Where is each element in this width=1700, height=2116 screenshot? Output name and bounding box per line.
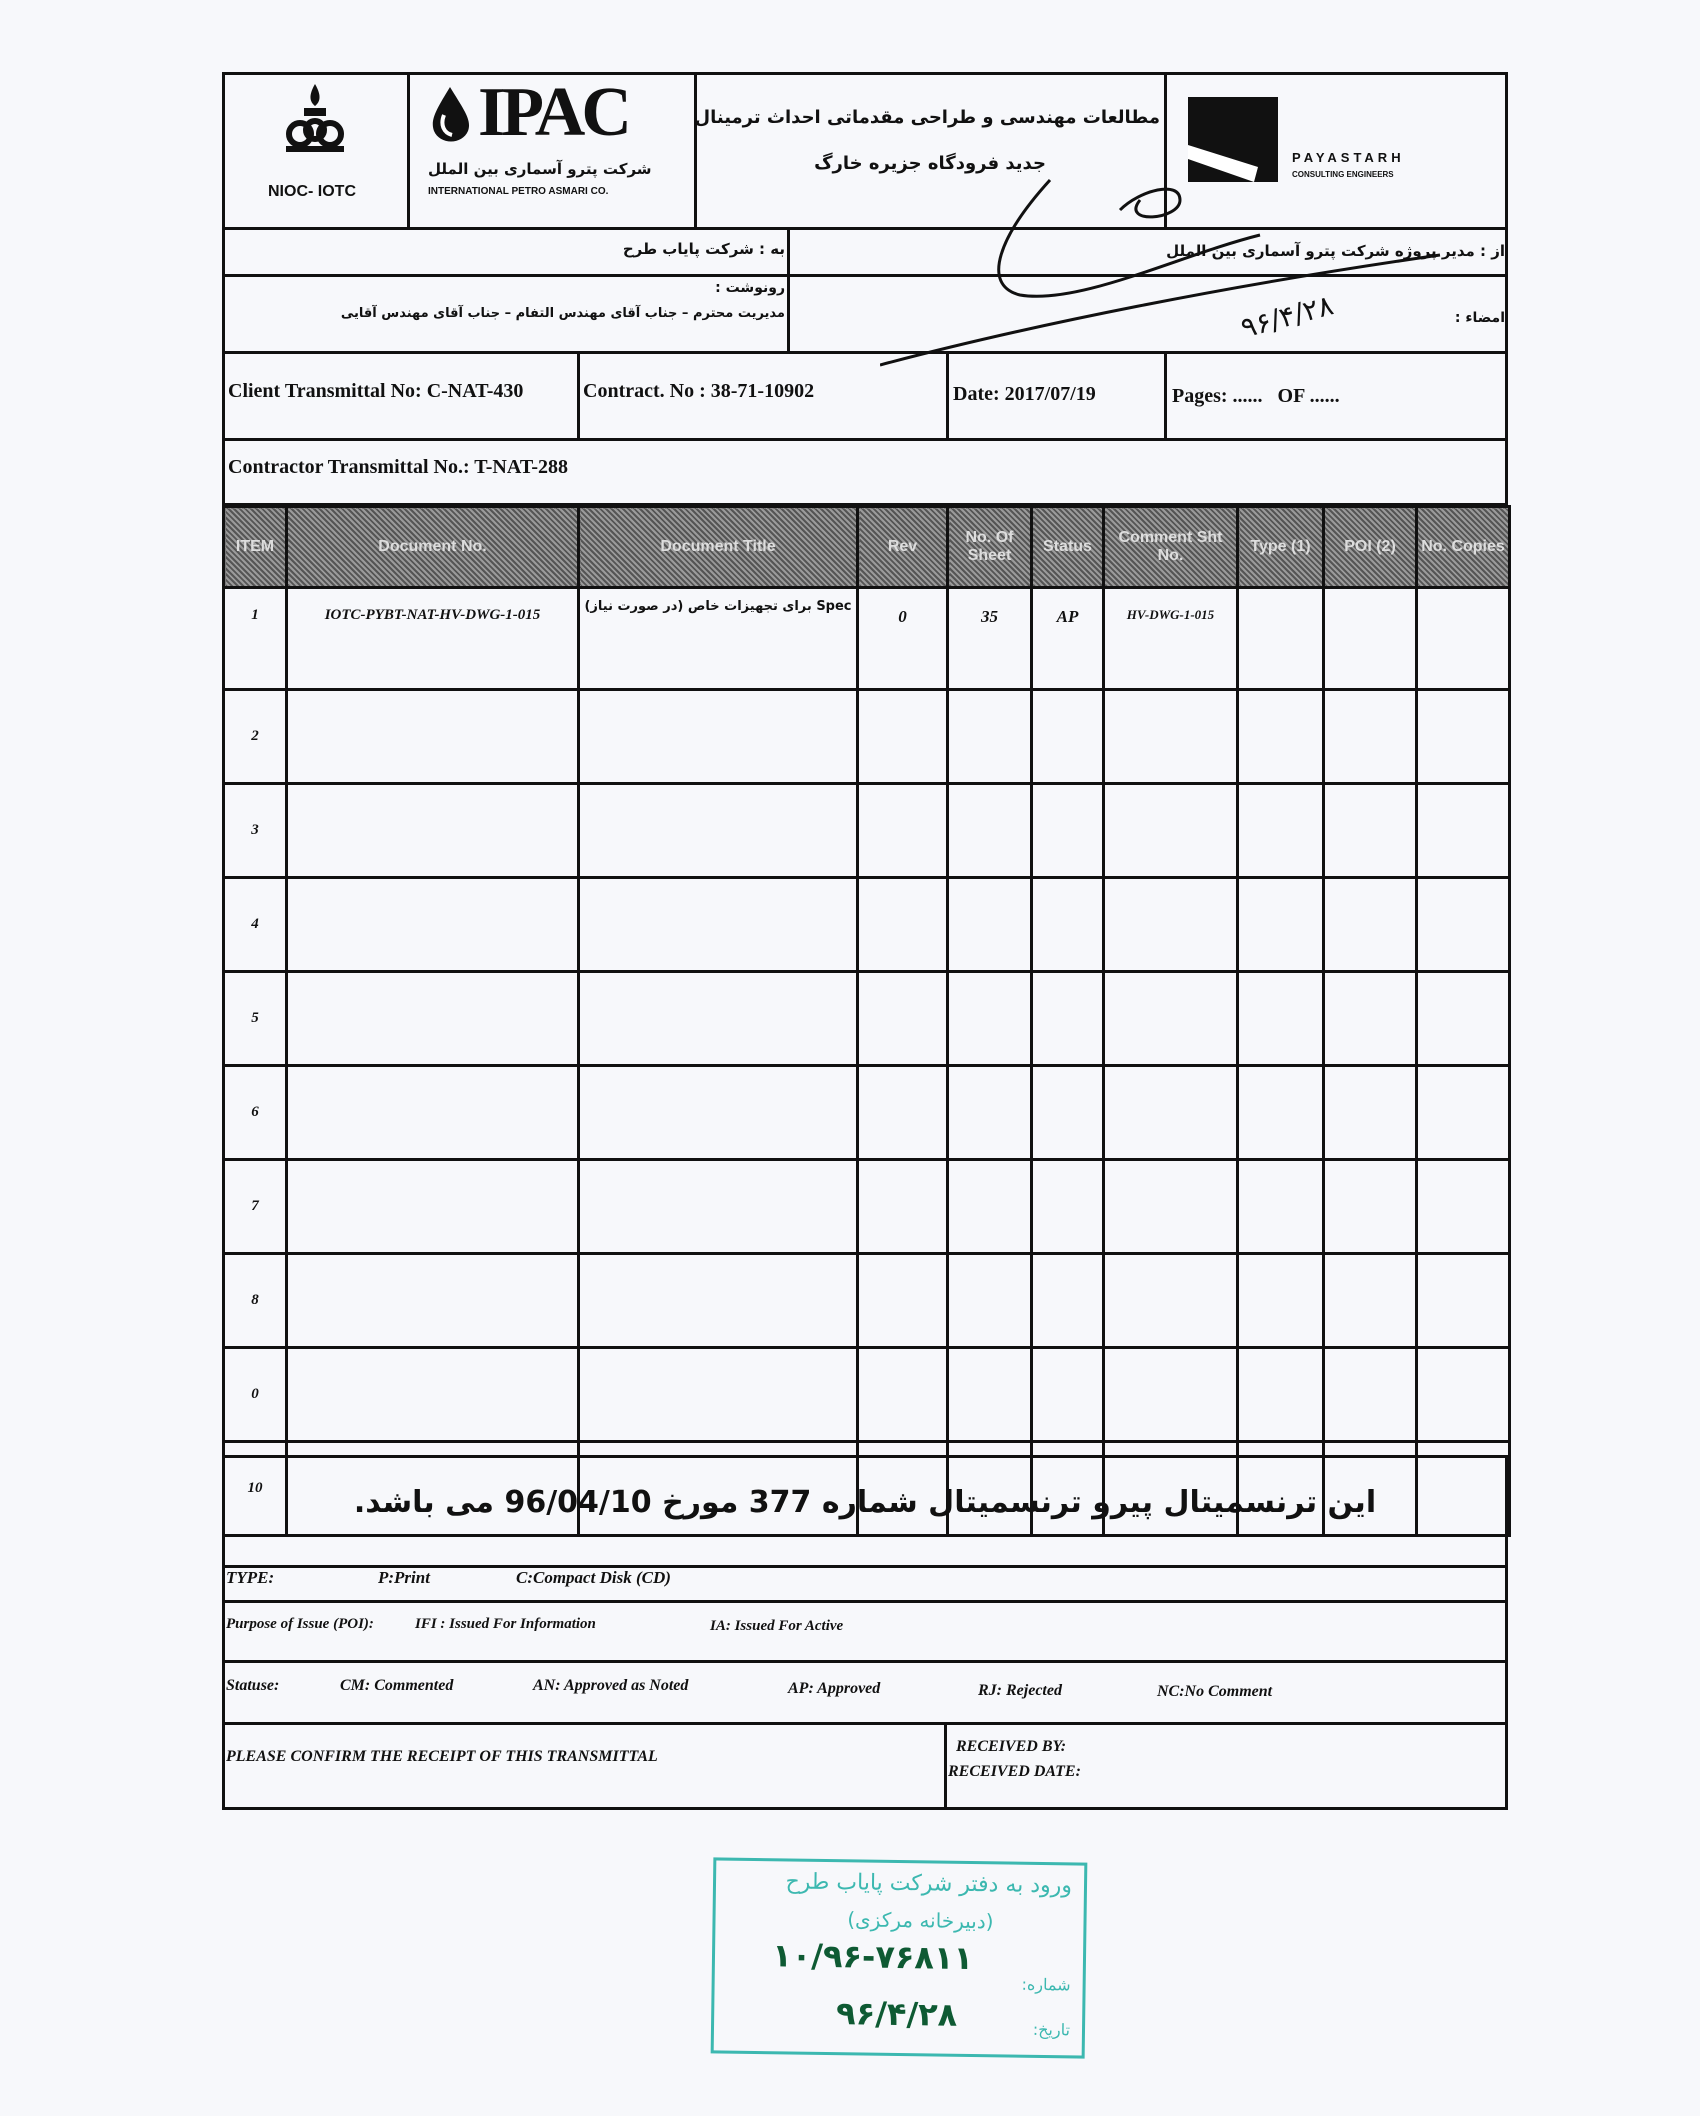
ipac-name-fa: شرکت پترو آسماری بین الملل: [428, 160, 652, 178]
table-cell: [1104, 972, 1238, 1066]
stamp-line1: ورود به دفتر شرکت پایاب طرح: [785, 1869, 1073, 1899]
table-cell: [579, 1348, 858, 1442]
table-row: [224, 690, 1510, 784]
table-cell: [1104, 1254, 1238, 1348]
column-header: No. Of Sheet: [948, 507, 1032, 588]
table-cell: [1032, 1160, 1104, 1254]
status-rj: RJ: Rejected: [978, 1682, 1062, 1699]
cc-value: مدیریت محترم – جناب آقای مهندس التفام – جناب آقای مهندس آقایی: [340, 306, 785, 321]
table-cell: 35: [948, 588, 1032, 690]
from-field: از : مدیر پروژه شرکت پترو آسماری بین الملل: [1166, 242, 1505, 260]
table-cell: [1238, 588, 1324, 690]
stamp-number-value: ۱۰/۹۶-۷۶۸۱۱: [772, 1936, 974, 1978]
table-cell: AP: [1032, 588, 1104, 690]
table-cell: [287, 1160, 579, 1254]
table-cell: [1324, 690, 1417, 784]
table-cell: [287, 1066, 579, 1160]
handwritten-signature-icon: [880, 175, 1500, 375]
table-cell: 4: [224, 878, 287, 972]
table-cell: 5: [224, 972, 287, 1066]
stamp-line2: (دبیرخانه مرکزی): [847, 1907, 994, 1934]
status-ap: AP: Approved: [788, 1680, 881, 1697]
table-cell: [858, 1160, 948, 1254]
table-cell: [287, 878, 579, 972]
nioc-label: NIOC- IOTC: [268, 183, 356, 200]
table-cell: [1032, 1348, 1104, 1442]
table-cell: [858, 1348, 948, 1442]
table-cell: [1324, 784, 1417, 878]
table-cell: [948, 1160, 1032, 1254]
cc-label: رونوشت :: [715, 280, 785, 296]
table-cell: [1238, 1160, 1324, 1254]
stamp-number-label: شماره:: [1021, 1974, 1071, 1995]
table-row: [224, 1160, 1510, 1254]
payastarh-subtitle: CONSULTING ENGINEERS: [1292, 170, 1394, 179]
poi-ia: IA: Issued For Active: [710, 1618, 844, 1634]
table-row: [224, 1066, 1510, 1160]
nioc-logo-icon: [280, 82, 350, 162]
status-nc: NC:No Comment: [1157, 1683, 1273, 1700]
table-cell: HV-DWG-1-015: [1104, 588, 1238, 690]
table-cell: [1238, 784, 1324, 878]
status-cm: CM: Commented: [340, 1677, 454, 1694]
received-date-label: RECEIVED DATE:: [948, 1763, 1081, 1780]
table-cell: [287, 784, 579, 878]
table-cell: [1104, 1348, 1238, 1442]
status-label: Statuse:: [226, 1677, 280, 1694]
table-cell: [948, 878, 1032, 972]
table-cell: [1104, 690, 1238, 784]
column-header: ITEM: [224, 507, 287, 588]
table-cell: [1104, 1160, 1238, 1254]
table-row: [224, 878, 1510, 972]
table-cell: 7: [224, 1160, 287, 1254]
stamp-date-label: تاریخ:: [1032, 2019, 1071, 2040]
table-cell: [287, 690, 579, 784]
table-cell: [579, 1160, 858, 1254]
table-cell: 1: [224, 588, 287, 690]
ipac-logo-text: IPAC: [478, 74, 628, 151]
table-cell: [1324, 972, 1417, 1066]
table-cell: [579, 784, 858, 878]
project-title-line2: جدید فرودگاه جزیره خارگ: [814, 153, 1046, 174]
table-cell: [1417, 878, 1510, 972]
column-header: Document No.: [287, 507, 579, 588]
table-cell: 0: [858, 588, 948, 690]
pages: Pages: ...... OF ......: [1172, 385, 1340, 407]
table-cell: [1417, 1254, 1510, 1348]
table-cell: [1324, 878, 1417, 972]
table-cell: [1032, 878, 1104, 972]
type-print: P:Print: [378, 1568, 430, 1587]
stamp-date-value: ۹۶/۴/۲۸: [835, 1994, 958, 2034]
table-cell: 0: [224, 1348, 287, 1442]
status-an: AN: Approved as Noted: [533, 1677, 689, 1694]
column-header: No. Copies: [1417, 507, 1510, 588]
table-row: [224, 1348, 1510, 1442]
table-cell: [579, 878, 858, 972]
table-cell: 3: [224, 784, 287, 878]
table-cell: [1417, 1160, 1510, 1254]
table-cell: [1032, 1254, 1104, 1348]
confirm-receipt-text: PLEASE CONFIRM THE RECEIPT OF THIS TRANSMITTAL: [226, 1748, 658, 1765]
reference-note: این ترنسمیتال پیرو ترنسمیتال شماره 377 مورخ 96/04/10 می باشد.: [353, 1485, 1377, 1520]
table-row: [224, 784, 1510, 878]
table-cell: [1417, 784, 1510, 878]
table-cell: [1417, 972, 1510, 1066]
table-cell: [858, 784, 948, 878]
table-cell: [1417, 1348, 1510, 1442]
table-cell: [287, 1254, 579, 1348]
table-cell: 6: [224, 1066, 287, 1160]
table-cell: [1238, 1254, 1324, 1348]
table-cell: [948, 972, 1032, 1066]
table-cell: [1238, 1348, 1324, 1442]
payastarh-logo-icon: [1188, 97, 1278, 182]
ipac-drop-icon: [428, 85, 473, 145]
table-cell: [1032, 784, 1104, 878]
table-cell: [287, 972, 579, 1066]
poi-ifi: IFI : Issued For Information: [415, 1616, 596, 1632]
type-label: TYPE:: [226, 1568, 275, 1587]
column-header: Status: [1032, 507, 1104, 588]
table-cell: [579, 1254, 858, 1348]
table-cell: [1417, 588, 1510, 690]
type-cd: C:Compact Disk (CD): [516, 1568, 671, 1587]
received-stamp: [711, 1857, 1088, 2058]
table-cell: [1032, 1066, 1104, 1160]
to-field: به : شرکت پایاب طرح: [622, 240, 785, 258]
table-cell: [1104, 1066, 1238, 1160]
table-cell: IOTC-PYBT-NAT-HV-DWG-1-015: [287, 588, 579, 690]
table-cell: 10: [224, 1442, 287, 1536]
table-cell: [858, 1066, 948, 1160]
table-cell: [948, 784, 1032, 878]
table-cell: [858, 690, 948, 784]
table-cell: [579, 972, 858, 1066]
table-cell: [1032, 972, 1104, 1066]
column-header: Rev: [858, 507, 948, 588]
table-cell: [1104, 784, 1238, 878]
table-cell: [1324, 1066, 1417, 1160]
table-cell: [1324, 1160, 1417, 1254]
date: Date: 2017/07/19: [953, 383, 1096, 405]
table-cell: Spec برای تجهیزات خاص (در صورت نیاز): [579, 588, 858, 690]
table-cell: [1324, 1348, 1417, 1442]
table-cell: [1032, 690, 1104, 784]
table-cell: 8: [224, 1254, 287, 1348]
table-row: [224, 1254, 1510, 1348]
table-cell: [579, 1066, 858, 1160]
table-cell: [948, 1254, 1032, 1348]
project-title-line1: مطالعات مهندسی و طراحی مقدماتی احداث ترمینال: [694, 107, 1160, 128]
table-cell: [1417, 1066, 1510, 1160]
table-cell: [1324, 1254, 1417, 1348]
document-table: [222, 505, 1511, 1537]
payastarh-name: PAYASTARH: [1292, 150, 1405, 165]
table-cell: [1324, 588, 1417, 690]
table-cell: [858, 1254, 948, 1348]
column-header: POI (2): [1324, 507, 1417, 588]
table-cell: [1104, 878, 1238, 972]
table-row: [224, 972, 1510, 1066]
table-cell: [948, 1066, 1032, 1160]
table-cell: [287, 1348, 579, 1442]
table-cell: [948, 690, 1032, 784]
table-cell: [1238, 690, 1324, 784]
table-cell: [948, 1348, 1032, 1442]
handwritten-date: ۹۶/۴/۲۸: [1237, 288, 1337, 345]
table-cell: [858, 878, 948, 972]
table-cell: 2: [224, 690, 287, 784]
received-by-label: RECEIVED BY:: [956, 1738, 1067, 1755]
poi-label: Purpose of Issue (POI):: [226, 1616, 374, 1632]
client-transmittal-no: Client Transmittal No: C-NAT-430: [228, 380, 524, 402]
column-header: Type (1): [1238, 507, 1324, 588]
table-cell: [1238, 1066, 1324, 1160]
table-cell: [579, 690, 858, 784]
table-cell: [1238, 972, 1324, 1066]
column-header: Comment Sht No.: [1104, 507, 1238, 588]
contractor-transmittal-no: Contractor Transmittal No.: T-NAT-288: [228, 456, 568, 478]
column-header: Document Title: [579, 507, 858, 588]
signature-label: امضاء :: [1454, 310, 1505, 326]
table-cell: [1417, 690, 1510, 784]
table-cell: [1238, 878, 1324, 972]
table-row: [224, 588, 1510, 690]
table-cell: [858, 972, 948, 1066]
ipac-name-en: INTERNATIONAL PETRO ASMARI CO.: [428, 186, 609, 197]
contract-no: Contract. No : 38-71-10902: [583, 380, 815, 402]
